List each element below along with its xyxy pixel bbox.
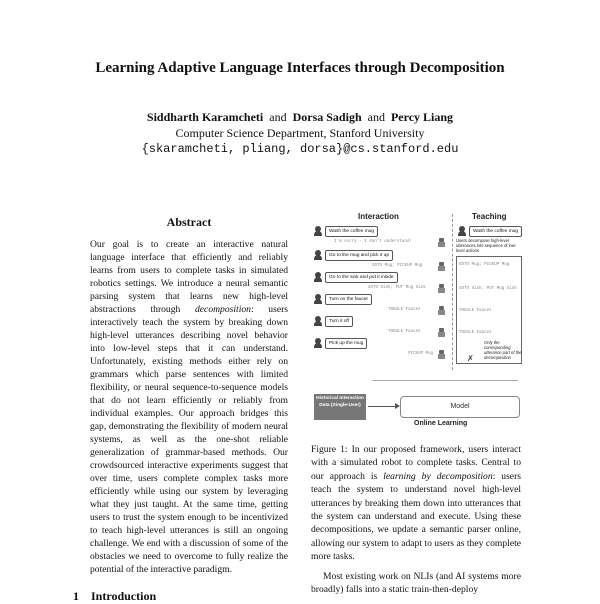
- user-icon: [314, 294, 322, 304]
- side-note: Only the corresponding utterance part of the decomposition: [484, 340, 522, 360]
- user-icon: [314, 226, 322, 236]
- program-output: TOGGLE Faucet: [388, 330, 421, 334]
- author-list: [0, 110, 600, 125]
- caption-text-part: Figure 1: In our proposed framework, users interact with a simulated robot to complete tasks. Central to our approach is: [311, 444, 521, 482]
- teach-utterance: Wash the coffee mug: [469, 226, 522, 237]
- robot-icon: [438, 262, 445, 271]
- program-output: GOTO Sink; PUT Mug Sink: [368, 286, 426, 290]
- robot-icon: [438, 306, 445, 315]
- teach-note: Users decompose high-level utterances into sequence of low-level actions: [456, 238, 517, 253]
- historical-data-box: Historical Interaction Data (Single-User): [314, 394, 366, 420]
- online-learning-label: Online Learning: [414, 420, 468, 427]
- author-name: Dorsa Sadigh: [292, 110, 362, 124]
- caption-emphasis: learning by decomposition: [383, 470, 493, 482]
- model-box: Model: [400, 396, 520, 418]
- abstract-emphasis: decomposition: [195, 304, 251, 315]
- user-utterance: Turn on the faucet: [325, 294, 372, 305]
- teaching-label: Teaching: [472, 212, 507, 221]
- user-utterance: Pick up the mug: [325, 338, 367, 349]
- robot-icon: [438, 350, 445, 359]
- x-mark-icon: ✗: [467, 354, 474, 363]
- robot-icon: [438, 238, 445, 247]
- paper-title: Learning Adaptive Language Interfaces through Decomposition: [95, 60, 505, 76]
- program-output: TOGGLE Faucet: [388, 308, 421, 312]
- teach-program: TOGGLE Faucet: [459, 331, 492, 335]
- user-icon: [314, 338, 322, 348]
- program-output: PICKUP Mug: [408, 352, 434, 356]
- affiliation: Computer Science Department, Stanford University: [175, 126, 425, 140]
- author-name: Percy Liang: [390, 110, 454, 124]
- abstract-heading: Abstract: [166, 215, 212, 229]
- robot-reply: I'm sorry - I don't understand!: [334, 240, 412, 244]
- user-utterance: Turn it off: [325, 316, 353, 327]
- user-icon: [314, 272, 322, 282]
- user-utterance: Go to the sink and put it inside: [325, 272, 398, 283]
- teach-program: GOTO Sink; PUT Mug Sink: [459, 287, 517, 291]
- interaction-label: Interaction: [358, 212, 399, 221]
- abstract-text-part: : users interactively teach the system by breaking down high-level utterances describing novel behavior into low-level steps that it can understand. Unfortunately, existing methods either rely on grammars which parse sentences with limited flexibility, or neural sequence-to-sequence models that do not learn efficiently or reliably from individual examples. Our approach bridges this gap, demonstrating the flexibility of modern neural systems, as well as the one-shot reliable generalization of grammar-based methods. Our crowdsourced interactive experiments suggest that over time, users complete complex tasks more efficiently while using our system by leveraging what they just taught. At the same time, getting users to trust the system enough to be incentivized to teach high-level utterances is still an ongoing challenge. We end with a discussion of some of the obstacles we need to overcome to fully realize the potential of the interactive paradigm.: [90, 304, 289, 575]
- arrow-line: [368, 406, 398, 407]
- figure-caption: [311, 443, 521, 564]
- user-icon: [458, 226, 466, 236]
- abstract-text-part: Our goal is to create an interactive natural language interface that efficiently and reliably learns from users to complete tasks in simulated robotics settings. We introduce a neural semantic parsing system that learns new high-level abstractions through: [90, 239, 288, 315]
- author-emails: {skaramcheti, pliang, dorsa}@cs.stanford.edu: [141, 142, 459, 156]
- figure-1: [312, 212, 524, 434]
- robot-icon: [438, 328, 445, 337]
- author-separator: and: [367, 110, 385, 124]
- user-utterance: Go to the mug and pick it up: [325, 250, 393, 261]
- abstract-body: [90, 238, 288, 576]
- body-paragraph: Most existing work on NLIs (and AI systems more broadly) falls into a static train-then-deploy: [311, 571, 521, 596]
- section-number: 1: [73, 589, 79, 603]
- caption-text-part: : users teach the system to understand novel high-level utterances by breaking them down into utterances that the system can understand and execute. Using these decompositions, we update a semantic parser online, allowing our system to adapt to users as they complete more tasks.: [311, 470, 521, 563]
- teach-program: TOGGLE Faucet: [459, 309, 492, 313]
- user-icon: [314, 250, 322, 260]
- author-separator: and: [269, 110, 287, 124]
- program-output: GOTO Mug; PICKUP Mug: [372, 264, 423, 268]
- author-name: Siddharth Karamcheti: [146, 110, 264, 124]
- figure-divider: [452, 214, 454, 370]
- section-heading: [73, 589, 168, 604]
- teach-program: GOTO Mug; PICKUP Mug: [459, 263, 510, 267]
- section-title: Introduction: [91, 589, 157, 603]
- user-icon: [314, 316, 322, 326]
- feedback-line: [372, 380, 518, 381]
- user-utterance: Wash the coffee mug: [325, 226, 378, 237]
- robot-icon: [438, 284, 445, 293]
